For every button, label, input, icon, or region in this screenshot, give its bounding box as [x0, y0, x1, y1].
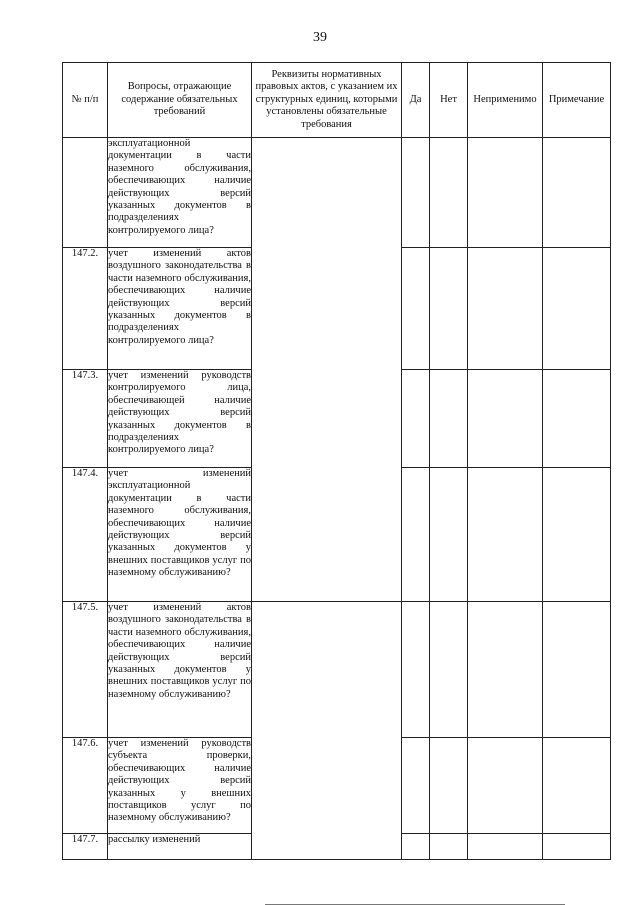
no-cell: [430, 834, 468, 860]
yes-cell: [402, 370, 430, 468]
not-applicable-cell: [468, 602, 543, 738]
no-cell: [430, 370, 468, 468]
header-num: № п/п: [63, 63, 108, 138]
row-question: учет изменений актов воздушного законодательства в части наземного обслуживания, обеспечивающих наличие действующих версий указанных документов у внешних поставщиков услуг по наземному обслуживанию?: [108, 602, 252, 738]
row-question: эксплуатационной документации в части наземного обслуживания, обеспечивающих наличие действующих версий указанных документов в подразделениях контролируемого лица?: [108, 138, 252, 248]
row-number: [63, 138, 108, 248]
table-row: [63, 602, 611, 738]
table-header-row: [63, 63, 611, 138]
not-applicable-cell: [468, 738, 543, 834]
row-number: 147.6.: [63, 738, 108, 834]
not-applicable-cell: [468, 468, 543, 602]
no-cell: [430, 248, 468, 370]
row-number: 147.5.: [63, 602, 108, 738]
header-question: Вопросы, отражающие содержание обязательных требований: [108, 63, 252, 138]
row-question: учет изменений актов воздушного законодательства в части наземного обслуживания, обеспечивающих наличие действующих версий указанных документов в подразделениях контролируемого лица?: [108, 248, 252, 370]
header-yes: Да: [402, 63, 430, 138]
not-applicable-cell: [468, 370, 543, 468]
no-cell: [430, 738, 468, 834]
note-cell: [543, 602, 611, 738]
row-number: 147.4.: [63, 468, 108, 602]
note-cell: [543, 370, 611, 468]
yes-cell: [402, 138, 430, 248]
note-cell: [543, 834, 611, 860]
not-applicable-cell: [468, 248, 543, 370]
requisites-cell: [252, 602, 402, 860]
row-question: рассылку изменений: [108, 834, 252, 860]
note-cell: [543, 468, 611, 602]
header-note: Примечание: [543, 63, 611, 138]
no-cell: [430, 138, 468, 248]
yes-cell: [402, 602, 430, 738]
requisites-cell: [252, 138, 402, 602]
row-number: 147.2.: [63, 248, 108, 370]
note-cell: [543, 248, 611, 370]
row-question: учет изменений руководств субъекта проверки, обеспечивающих наличие действующих версий указанных у внешних поставщиков услуг по наземному обслуживанию?: [108, 738, 252, 834]
yes-cell: [402, 248, 430, 370]
no-cell: [430, 602, 468, 738]
page-number: 39: [313, 30, 327, 45]
yes-cell: [402, 834, 430, 860]
note-cell: [543, 738, 611, 834]
table-row: [63, 138, 611, 248]
yes-cell: [402, 468, 430, 602]
header-no: Нет: [430, 63, 468, 138]
checklist-table: [62, 62, 611, 860]
header-not-applicable: Неприменимо: [468, 63, 543, 138]
row-question: учет изменений эксплуатационной документации в части наземного обслуживания, обеспечивающих наличие действующих версий указанных документов у внешних поставщиков услуг по наземному обслуживанию?: [108, 468, 252, 602]
row-number: 147.7.: [63, 834, 108, 860]
header-requisites: Реквизиты нормативных правовых актов, с указанием их структурных единиц, которыми установлены обязательные требования: [252, 63, 402, 138]
no-cell: [430, 468, 468, 602]
not-applicable-cell: [468, 138, 543, 248]
note-cell: [543, 138, 611, 248]
row-question: учет изменений руководств контролируемого лица, обеспечивающей наличие действующих версий указанных документов в подразделениях контролируемого лица?: [108, 370, 252, 468]
yes-cell: [402, 738, 430, 834]
not-applicable-cell: [468, 834, 543, 860]
row-number: 147.3.: [63, 370, 108, 468]
